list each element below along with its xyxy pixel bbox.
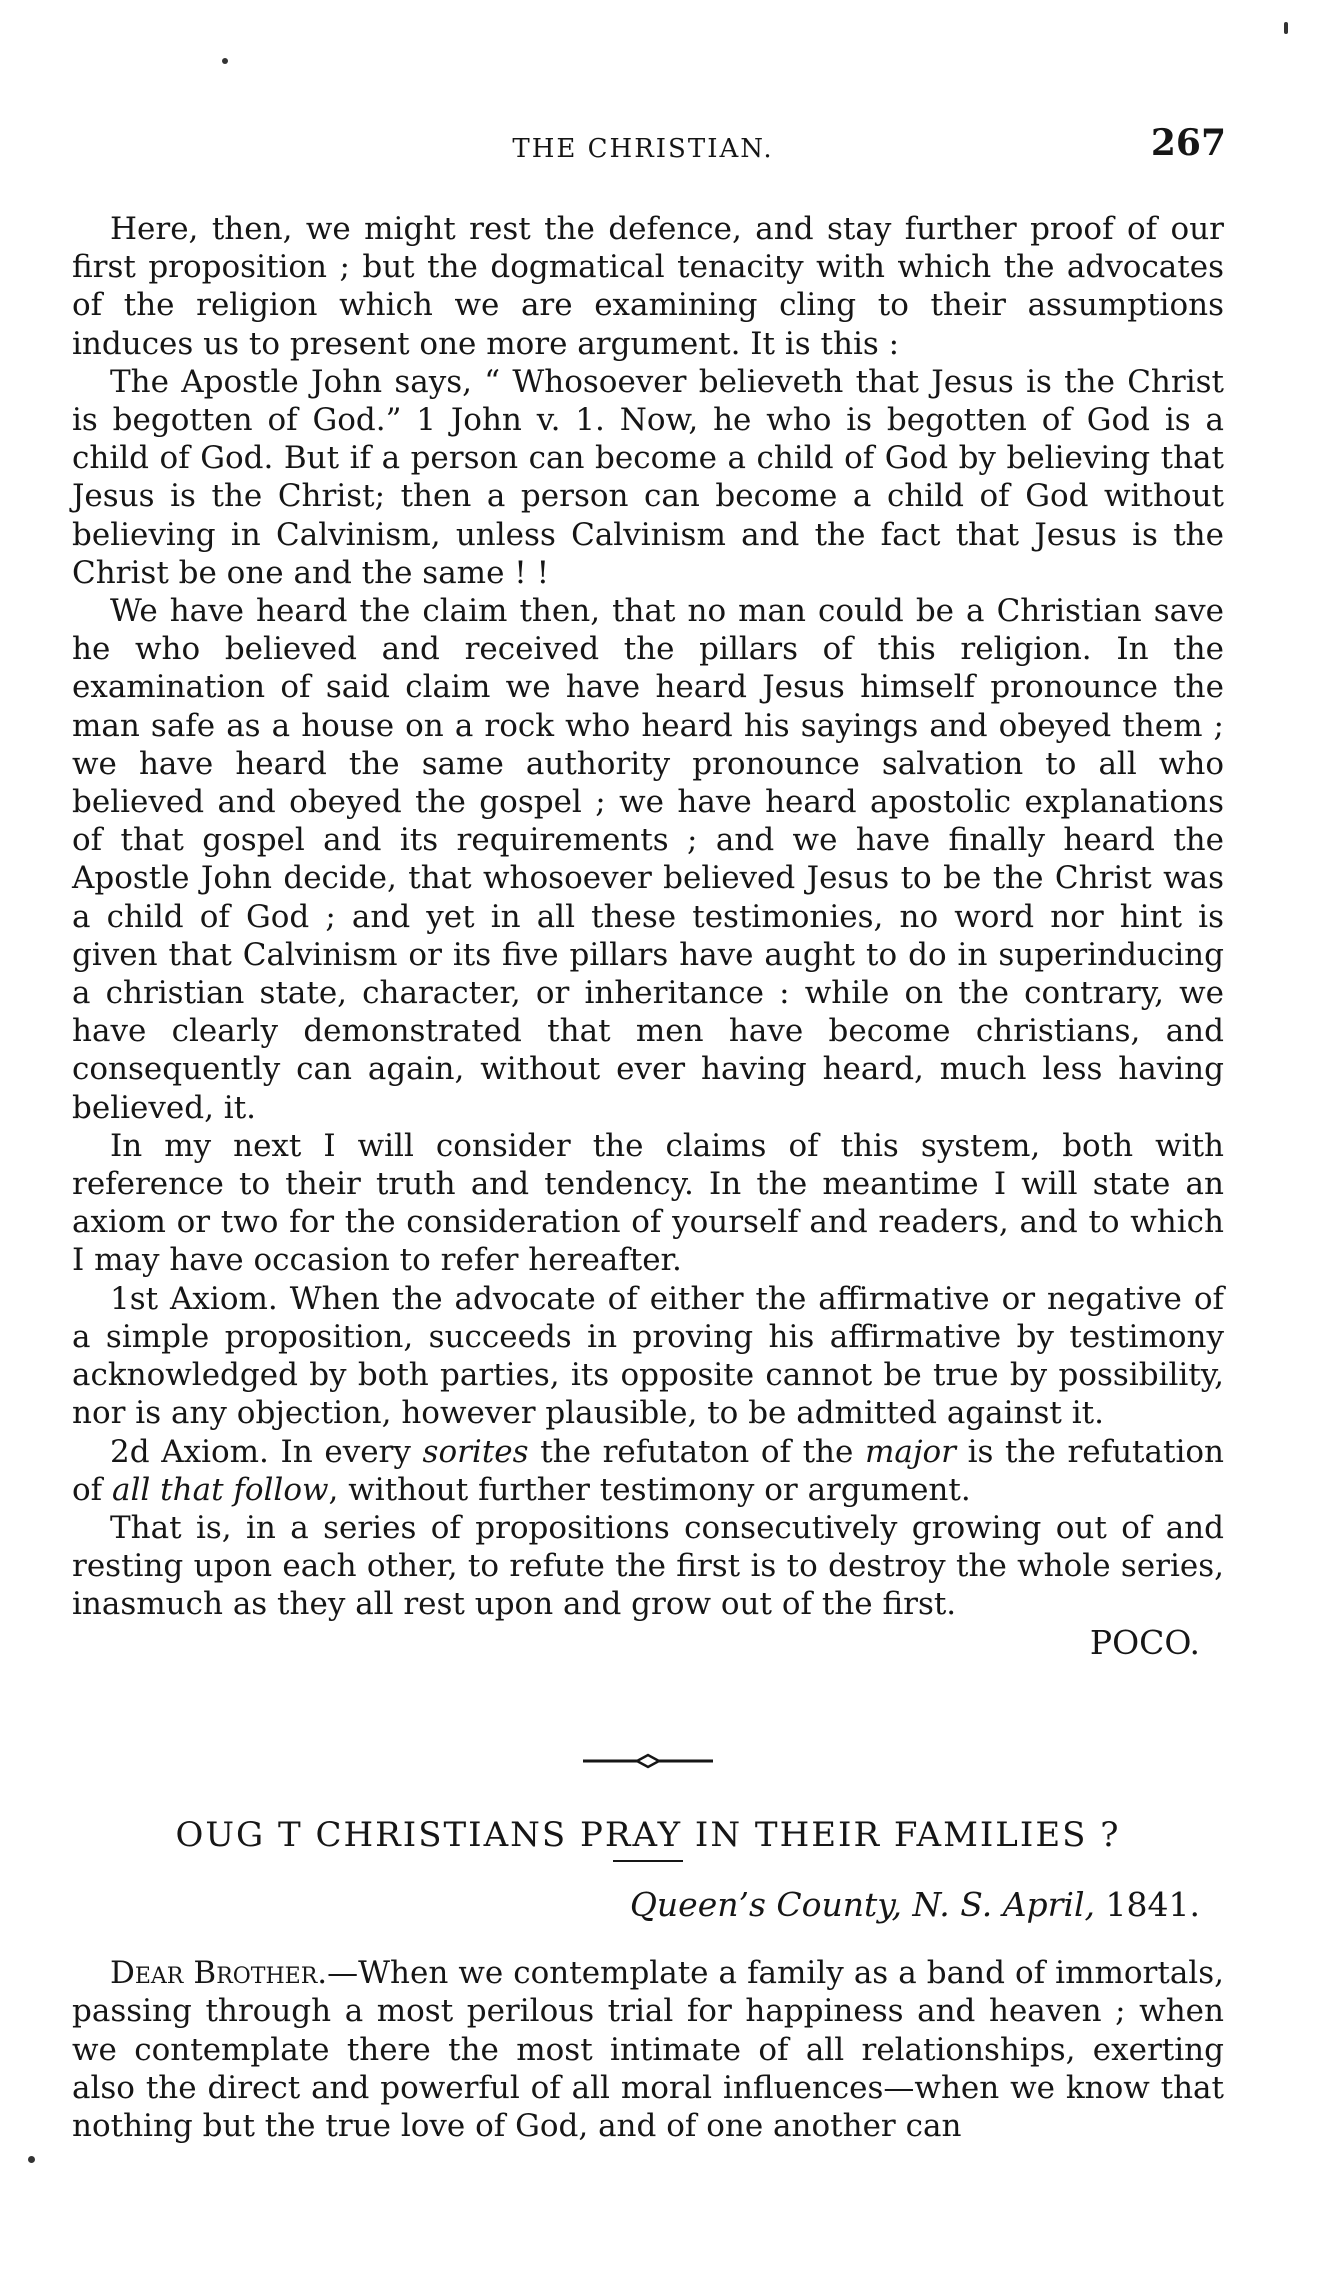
text-run: the refutaton of the [528,1433,865,1470]
text-run: , without further testimony or argument. [328,1471,971,1508]
margin-speck [1284,22,1288,34]
dateline-place: Queen’s County, N. S. April, [629,1884,1096,1924]
text-run: 2d Axiom. In every [110,1433,423,1470]
letter-opening [72,1954,1224,2145]
italic-term: all that follow [112,1471,329,1508]
paragraph: That is, in a series of propositions consecutively growing out of and resting upon each other, to refute the first is to destroy the whole series, inasmuch as they all rest upon and grow out of the first. [72,1509,1224,1623]
page-header [60,122,1226,172]
text-run: is the refutation of [72,1433,1224,1508]
page-number: 267 [1150,122,1226,164]
paragraph: Here, then, we might rest the defence, and stay further proof of our first proposition ; but the dogmatical tenacity with which the advocates of the religion which we are examining cling to their assumptions induces us to present one more argument. It is this : [72,211,1224,362]
salutation: Dear Brother. [110,1955,328,1992]
paragraph: In my next I will consider the claims of this system, both with reference to their truth and tendency. In the meantime I will state an axiom or two for the consideration of yourself and readers, and to which I may have occasion to refer hereafter. [72,1127,1224,1279]
section-divider-ornament [583,1750,713,1772]
title-underline-rule [613,1858,683,1864]
dateline [72,1886,1200,1924]
margin-speck [222,58,228,64]
italic-term: sorites [422,1433,529,1470]
italic-term: major [865,1433,956,1470]
paragraph: 1st Axiom. When the advocate of either the affirmative or negative of a simple proposition, succeeds in proving his affirmative by testimony acknowledged by both parties, its opposite cannot be true by possibility, nor is any objection, however plausible, to be admitted against it. [72,1280,1224,1432]
running-title: THE CHRISTIAN. [512,134,774,164]
paragraph: We have heard the claim then, that no man could be a Christian save he who believed and received the pillars of this religion. In the examination of said claim we have heard Jesus himself pronounce the man safe as a house on a rock who heard his sayings and obeyed them ; we have heard the same authority pronounce salvation to all who believed and obeyed the gospel ; we have heard apostolic explanations of that gospel and its requirements ; and we have finally heard the Apostle John decide, that whosoever believed Jesus to be the Christ was a child of God ; and yet in all these testimonies, no word nor hint is given that Calvinism or its five pillars have aught to do in superinducing a christian state, character, or inheritance : while on the contrary, we have clearly demonstrated that men have become christians, and consequently can again, without ever having heard, much less having believed, it. [72,593,1224,1126]
page-body [72,210,1224,2145]
margin-speck [28,2156,35,2163]
letter-text: —When we contemplate a family as a band of immortals, passing through a most perilous trial for happiness and heaven ; when we contemplate there the most intimate of all relationships, exerting also the direct and powerful of all moral influences—when we know that nothing but the true love of God, and of one another can [72,1955,1224,2144]
dateline-year: 1841. [1095,1884,1200,1924]
paragraph: The Apostle John says, “ Whosoever believeth that Jesus is the Christ is begotten of God.” 1 John v. 1. Now, he who is begotten of God is a child of God. But if a person can become a child of God by believing that Jesus is the Christ; then a person can become a child of God without believing in Calvinism, unless Calvinism and the fact that Jesus is the Christ be one and the same ! ! [72,363,1224,591]
paragraph [72,1433,1224,1509]
author-signature: POCO. [1089,1622,1200,1662]
article-title: OUG T CHRISTIANS PRAY IN THEIR FAMILIES ? [175,1814,1121,1855]
